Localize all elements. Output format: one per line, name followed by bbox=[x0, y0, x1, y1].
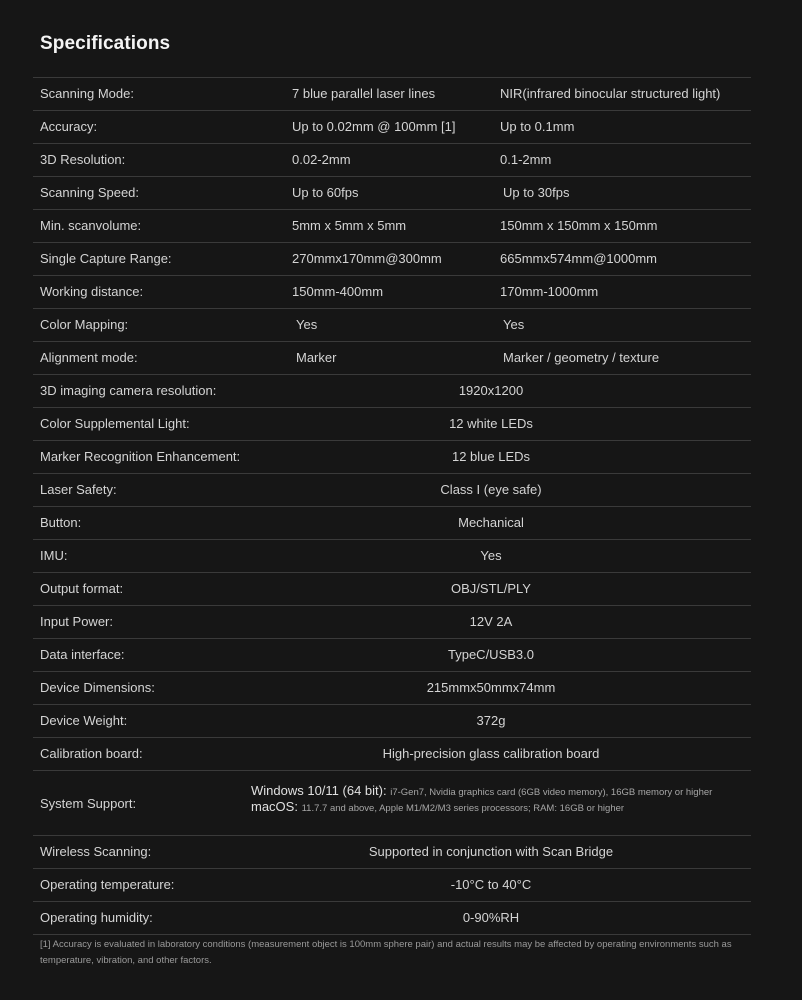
spec-value: 372g bbox=[476, 713, 506, 728]
spec-row-scanning-mode bbox=[33, 78, 751, 111]
spec-row-imu bbox=[33, 540, 751, 573]
spec-row-device-dimensions bbox=[33, 672, 751, 705]
accuracy-footnote: [1] Accuracy is evaluated in laboratory conditions (measurement object is 100mm sphere pair) and actual results may be affected by operating environments such as temperature, vibration, and other factors. bbox=[40, 939, 732, 966]
spec-table bbox=[33, 77, 751, 935]
spec-row-marker-recognition bbox=[33, 441, 751, 474]
spec-label: Single Capture Range: bbox=[40, 251, 172, 266]
spec-value: 12 blue LEDs bbox=[451, 449, 531, 464]
spec-value-laser: 270mmx170mm@300mm bbox=[292, 251, 442, 266]
spec-label: System Support: bbox=[40, 796, 137, 811]
spec-label: Scanning Mode: bbox=[40, 86, 134, 101]
spec-value-laser: 150mm-400mm bbox=[292, 284, 384, 299]
spec-label: Operating humidity: bbox=[40, 910, 153, 925]
system-requirements bbox=[251, 783, 712, 815]
spec-value-laser: Up to 60fps bbox=[292, 185, 359, 200]
spec-value: -10°C to 40°C bbox=[450, 877, 532, 892]
spec-label: Scanning Speed: bbox=[40, 185, 140, 200]
spec-label: Alignment mode: bbox=[40, 350, 138, 365]
spec-label: 3D imaging camera resolution: bbox=[40, 383, 217, 398]
spec-label: Accuracy: bbox=[40, 119, 98, 134]
spec-value-nir: 0.1-2mm bbox=[500, 152, 552, 167]
spec-value-nir: Marker / geometry / texture bbox=[503, 350, 660, 365]
spec-value-laser: 7 blue parallel laser lines bbox=[292, 86, 436, 101]
macos-label: macOS: bbox=[251, 799, 298, 814]
spec-label: Operating temperature: bbox=[40, 877, 175, 892]
spec-value: 12V 2A bbox=[469, 614, 513, 629]
spec-value: OBJ/STL/PLY bbox=[451, 581, 531, 596]
spec-value-laser: Up to 0.02mm @ 100mm [1] bbox=[292, 119, 456, 134]
spec-row-working-distance bbox=[33, 276, 751, 309]
spec-value: 0-90%RH bbox=[462, 910, 520, 925]
spec-value: Yes bbox=[480, 548, 502, 563]
spec-row-device-weight bbox=[33, 705, 751, 738]
spec-label: Output format: bbox=[40, 581, 124, 596]
spec-row-data-interface bbox=[33, 639, 751, 672]
spec-label: IMU: bbox=[40, 548, 68, 563]
spec-row-calibration-board bbox=[33, 738, 751, 771]
spec-value: 1920x1200 bbox=[458, 383, 524, 398]
spec-row-laser-safety bbox=[33, 474, 751, 507]
spec-row-system-support bbox=[33, 771, 751, 836]
spec-row-operating-humidity bbox=[33, 902, 751, 935]
spec-value: Class I (eye safe) bbox=[440, 482, 542, 497]
spec-label: Button: bbox=[40, 515, 82, 530]
spec-value-laser: Yes bbox=[296, 317, 318, 332]
spec-row-operating-temperature bbox=[33, 869, 751, 902]
spec-row-3d-resolution bbox=[33, 144, 751, 177]
spec-value: High-precision glass calibration board bbox=[382, 746, 600, 761]
windows-detail: i7-Gen7, Nvidia graphics card (6GB video memory), 16GB memory or higher bbox=[390, 787, 713, 798]
spec-label: Laser Safety: bbox=[40, 482, 117, 497]
spec-value-nir: Up to 30fps bbox=[503, 185, 570, 200]
spec-value-nir: Up to 0.1mm bbox=[500, 119, 575, 134]
spec-label: Marker Recognition Enhancement: bbox=[40, 449, 241, 464]
windows-label: Windows 10/11 (64 bit): bbox=[251, 783, 387, 798]
spec-value-laser: 5mm x 5mm x 5mm bbox=[292, 218, 407, 233]
spec-label: Device Dimensions: bbox=[40, 680, 155, 695]
spec-value-nir: NIR(infrared binocular structured light) bbox=[500, 86, 721, 101]
spec-row-camera-resolution bbox=[33, 375, 751, 408]
spec-label: Input Power: bbox=[40, 614, 113, 629]
spec-row-color-supplemental-light bbox=[33, 408, 751, 441]
windows-requirement bbox=[251, 783, 712, 799]
spec-value-nir: 150mm x 150mm x 150mm bbox=[500, 218, 658, 233]
spec-row-output-format bbox=[33, 573, 751, 606]
spec-label: Calibration board: bbox=[40, 746, 143, 761]
spec-label: Data interface: bbox=[40, 647, 125, 662]
spec-value-laser: 0.02-2mm bbox=[292, 152, 351, 167]
spec-row-input-power bbox=[33, 606, 751, 639]
spec-row-scanning-speed bbox=[33, 177, 751, 210]
spec-value-nir: 665mmx574mm@1000mm bbox=[500, 251, 657, 266]
spec-row-accuracy bbox=[33, 111, 751, 144]
spec-value: TypeC/USB3.0 bbox=[448, 647, 534, 662]
macos-requirement bbox=[251, 799, 712, 815]
spec-label: 3D Resolution: bbox=[40, 152, 126, 167]
spec-label: Color Supplemental Light: bbox=[40, 416, 190, 431]
spec-value: 215mmx50mmx74mm bbox=[426, 680, 556, 695]
spec-row-wireless-scanning bbox=[33, 836, 751, 869]
spec-row-single-capture-range bbox=[33, 243, 751, 276]
spec-label: Min. scanvolume: bbox=[40, 218, 142, 233]
spec-value-laser: Marker bbox=[296, 350, 337, 365]
spec-value-nir: 170mm-1000mm bbox=[500, 284, 599, 299]
spec-value: Supported in conjunction with Scan Bridge bbox=[368, 844, 614, 859]
spec-value: 12 white LEDs bbox=[449, 416, 533, 431]
spec-row-min-scan-volume bbox=[33, 210, 751, 243]
spec-row-color-mapping bbox=[33, 309, 751, 342]
spec-value: Mechanical bbox=[458, 515, 524, 530]
spec-label: Wireless Scanning: bbox=[40, 844, 152, 859]
spec-label: Color Mapping: bbox=[40, 317, 129, 332]
spec-row-alignment-mode bbox=[33, 342, 751, 375]
macos-detail: 11.7.7 and above, Apple M1/M2/M3 series processors; RAM: 16GB or higher bbox=[301, 803, 625, 814]
spec-label: Working distance: bbox=[40, 284, 144, 299]
spec-row-button bbox=[33, 507, 751, 540]
spec-value-nir: Yes bbox=[503, 317, 525, 332]
spec-label: Device Weight: bbox=[40, 713, 128, 728]
page-title: Specifications bbox=[40, 33, 171, 54]
